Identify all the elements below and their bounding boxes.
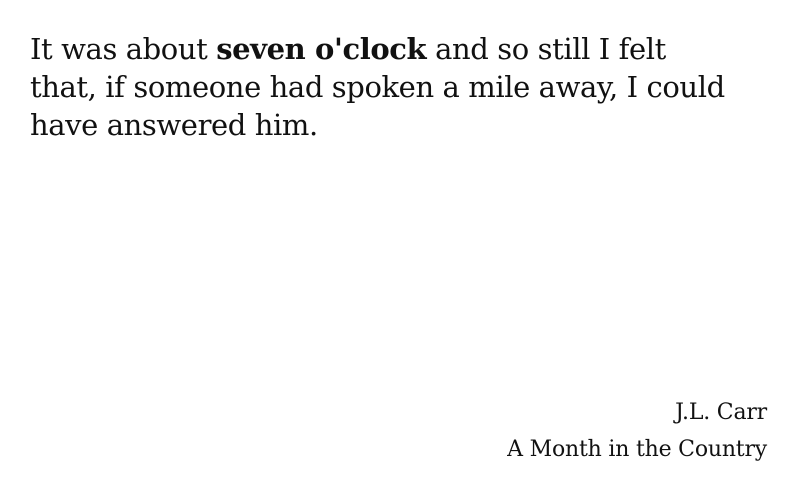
book-title: A Month in the Country	[507, 437, 767, 462]
quote-emphasis: seven o'clock	[216, 32, 427, 66]
author-name: J.L. Carr	[675, 400, 767, 425]
quote-text	[30, 30, 740, 144]
attribution	[507, 394, 767, 468]
quote-text-before: It was about	[30, 32, 217, 66]
quote-text-after: and so still I felt that, if someone had spoken a mile away, I could have answered him.	[30, 32, 725, 142]
